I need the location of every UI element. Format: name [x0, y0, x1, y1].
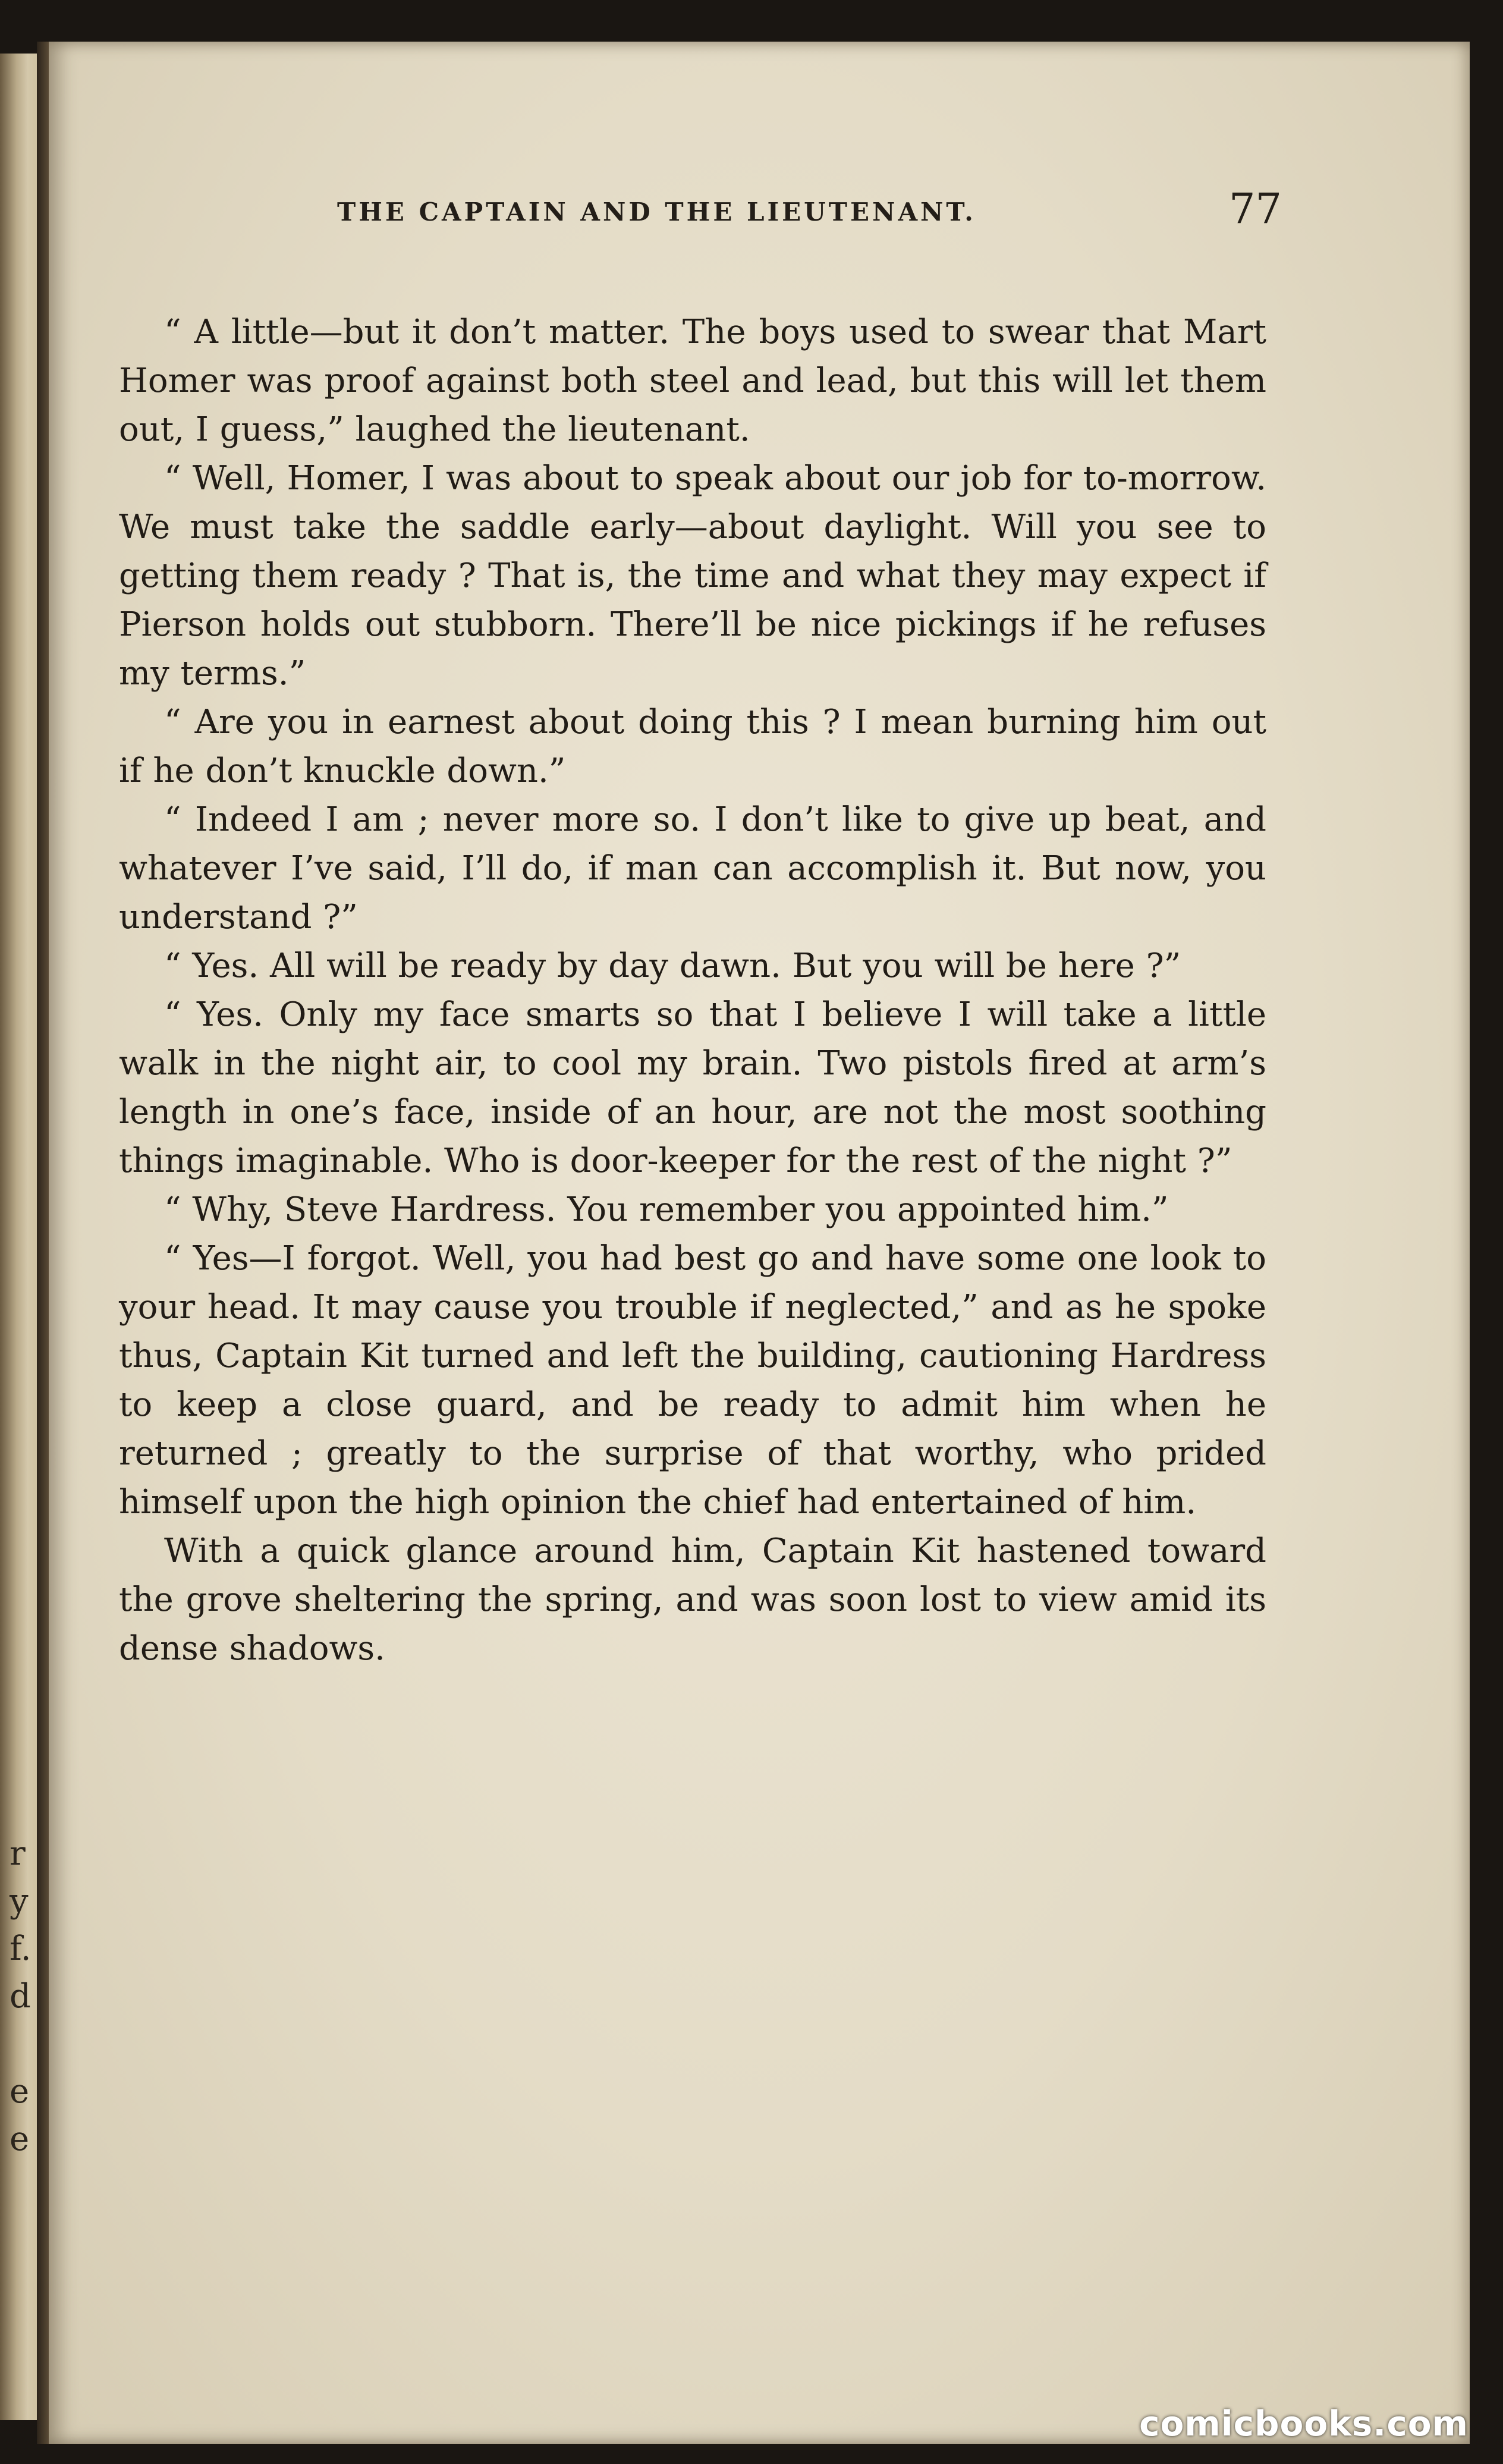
book-page	[49, 42, 1470, 2444]
prev-page-fragment: e	[10, 2072, 30, 2111]
paragraph: With a quick glance around him, Captain Kit hastened toward the grove sheltering the spring, and was soon lost to view amid its dense shadows.	[119, 1532, 1266, 1668]
prev-page-fragment: r	[10, 1834, 26, 1873]
paragraph: “ Well, Homer, I was about to speak about our job for to-morrow. We must take the saddle early—about daylight. Will you see to getting them ready ? That is, the time and what they may expect if Pierson holds out stubborn. There’ll be nice pickings if he refuses my terms.”	[119, 459, 1266, 693]
paragraph: “ Indeed I am ; never more so. I don’t like to give up beat, and whatever I’ve said, I’ll do, if man can accomplish it. But now, you understand ?”	[119, 800, 1266, 936]
prev-page-fragment: e	[10, 2120, 30, 2158]
book-gutter	[37, 42, 49, 2444]
paragraph: “ Yes. All will be ready by day dawn. But you will be here ?”	[164, 947, 1181, 985]
paragraph: “ A little—but it don’t matter. The boys used to swear that Mart Homer was proof against both steel and lead, but this will let them out, I guess,” laughed the lieutenant.	[119, 313, 1266, 449]
watermark: comicbooks.com	[1139, 2403, 1469, 2444]
running-title: THE CAPTAIN AND THE LIEUTENANT.	[337, 197, 976, 227]
paragraph: “ Why, Steve Hardress. You remember you appointed him.”	[164, 1190, 1169, 1229]
body-text	[119, 308, 1266, 1673]
prev-page-fragment: y	[10, 1882, 29, 1921]
running-head	[49, 184, 1470, 238]
prev-page-fragment: f.	[10, 1929, 32, 1968]
paragraph: “ Yes—I forgot. Well, you had best go and have some one look to your head. It may cause you trouble if neglected,” and as he spoke thus, Captain Kit turned and left the building, cautioning Hardress to keep a close guard, and be ready to admit him when he returned ; greatly to the surprise of that worthy, who prided himself upon the high opinion the chief had entertained of him.	[119, 1239, 1266, 1522]
previous-page-edge	[0, 54, 37, 2420]
paragraph: “ Are you in earnest about doing this ? I mean burning him out if he don’t knuckle down.”	[119, 703, 1266, 790]
page-number: 77	[1229, 184, 1282, 233]
paragraph: “ Yes. Only my face smarts so that I believe I will take a little walk in the night air, to cool my brain. Two pistols fired at arm’s length in one’s face, inside of an hour, are not the most soothing things imaginable. Who is door-keeper for the rest of the night ?”	[119, 995, 1266, 1180]
prev-page-fragment: d	[10, 1977, 31, 2016]
